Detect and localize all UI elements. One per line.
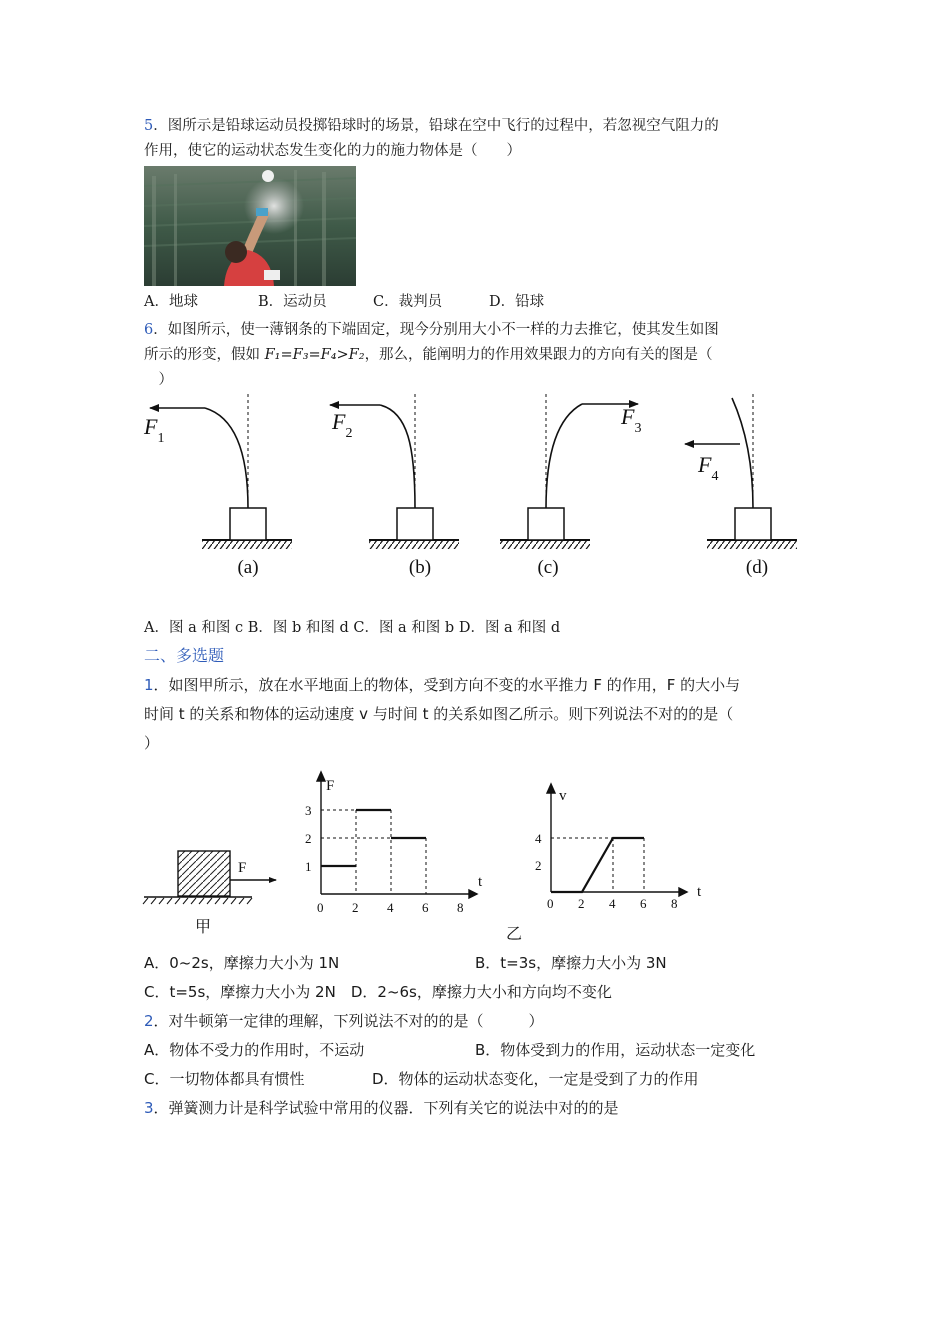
panel-b (330, 394, 459, 549)
q6-stem-line2 (144, 345, 713, 365)
m2-option-c[interactable]: C．一切物体都具有惯性 (144, 1070, 305, 1088)
force-label-a: $F_1$ (144, 414, 165, 446)
m2-text: ．对牛顿第一定律的理解，下列说法不对的的是（ ） (153, 1012, 544, 1030)
panel-c (500, 394, 638, 549)
ft-x-tick: 2 (352, 900, 359, 915)
q6-text-2a: 所示的形变，假如 (144, 347, 265, 363)
q6-option-a[interactable]: A．图 a 和图 c (144, 620, 244, 636)
ft-x-tick: 0 (317, 900, 324, 915)
block-figure-jia (140, 840, 290, 940)
m2-options-row2 (144, 1069, 699, 1089)
m2-option-a[interactable]: A．物体不受力的作用时，不运动 (144, 1041, 365, 1059)
q5-option-d[interactable]: D．铅球 (489, 294, 545, 310)
m3-text: ．弹簧测力计是科学试验中常用的仪器．下列有关它的说法中对的的是 (153, 1099, 619, 1117)
ft-y-tick: 2 (305, 831, 312, 846)
m1-option-d[interactable]: D．2~6s，摩擦力大小和方向均不变化 (350, 983, 612, 1001)
q6-options (144, 618, 560, 638)
m1-stem-line1 (144, 675, 740, 695)
q5-option-c[interactable]: C．裁判员 (373, 294, 443, 310)
q6-option-c[interactable]: C．图 a 和图 b (353, 620, 455, 636)
q5-text-1: ．图所示是铅球运动员投掷铅球时的场景，铅球在空中飞行的过程中，若忽视空气阻力的 (153, 118, 719, 134)
steel-strip-figure (140, 392, 820, 590)
force-label-b: $F_2$ (332, 409, 353, 441)
push-force-label: F (238, 860, 247, 876)
ft-x-tick: 8 (457, 900, 464, 915)
f-t-chart (295, 768, 495, 918)
panel-label-b: (b) (408, 557, 432, 578)
panel-label-c: (c) (537, 557, 559, 578)
m2-option-d[interactable]: D．物体的运动状态变化，一定是受到了力的作用 (372, 1070, 699, 1088)
q6-text-2b: ，那么，能阐明力的作用效果跟力的方向有关的图是（ (364, 347, 713, 363)
vt-y-tick: 4 (535, 831, 542, 846)
panel-label-a: (a) (237, 557, 259, 578)
v-axis-label: v (559, 788, 567, 804)
ft-t-axis-label: t (478, 874, 483, 890)
m1-option-b[interactable]: B．t=3s，摩擦力大小为 3N (475, 954, 667, 972)
q6-number: 6 (144, 322, 154, 338)
q5-option-b[interactable]: B．运动员 (258, 294, 327, 310)
m1-text-1: ．如图甲所示，放在水平地面上的物体，受到方向不变的水平推力 F 的作用，F 的大小与 (153, 676, 741, 694)
m1-stem-line3: ） (144, 734, 160, 752)
m1-number: 1 (144, 676, 154, 694)
m3-number: 3 (144, 1099, 154, 1117)
m2-stem (144, 1011, 544, 1031)
caption-jia: 甲 (195, 919, 212, 936)
m2-option-b[interactable]: B．物体受到力的作用，运动状态一定变化 (475, 1041, 756, 1059)
force-label-d: $F_4$ (698, 452, 719, 484)
vt-t-axis-label: t (697, 884, 702, 900)
m1-options-row1 (144, 953, 667, 973)
q6-option-d[interactable]: D．图 a 和图 d (458, 620, 561, 636)
m1-option-a[interactable]: A．0~2s，摩擦力大小为 1N (144, 954, 340, 972)
q5-stem-line1 (144, 116, 719, 136)
v-t-chart (525, 778, 720, 920)
m1-option-c[interactable]: C．t=5s，摩擦力大小为 2N (144, 983, 336, 1001)
ft-y-tick: 3 (305, 803, 312, 818)
q6-formula: F₁=F₃=F₄>F₂ (264, 347, 365, 363)
ft-x-tick: 6 (422, 900, 429, 915)
panel-label-d: (d) (745, 557, 769, 578)
vt-x-tick: 4 (609, 896, 616, 911)
m1-stem-line2: 时间 t 的关系和物体的运动速度 v 与时间 t 的关系如图乙所示。则下列说法不对的的是（ (144, 705, 734, 723)
q5-stem-line2: 作用，使它的运动状态发生变化的力的施力物体是（ ） (144, 143, 521, 159)
m2-options-row1 (144, 1040, 755, 1060)
section-title: 二、多选题 (144, 646, 225, 665)
caption-yi: 乙 (506, 924, 523, 943)
vt-x-tick: 0 (547, 896, 554, 911)
q5-option-a[interactable]: A．地球 (144, 294, 198, 310)
q6-stem-line3: ） (144, 372, 173, 388)
q6-stem-line1 (144, 320, 719, 340)
vt-x-tick: 8 (671, 896, 678, 911)
force-label-c: $F_3$ (621, 404, 642, 436)
ft-y-tick: 1 (305, 859, 312, 874)
ft-x-tick: 4 (387, 900, 394, 915)
vt-x-tick: 6 (640, 896, 647, 911)
q5-options (144, 292, 544, 312)
vt-series-line (551, 838, 644, 892)
panel-a (150, 394, 292, 549)
m2-number: 2 (144, 1012, 154, 1030)
q5-number: 5 (144, 118, 154, 134)
shot-put-photo (144, 166, 356, 286)
vt-y-tick: 2 (535, 858, 542, 873)
m1-options-row2 (144, 982, 612, 1002)
vt-x-tick: 2 (578, 896, 585, 911)
q6-option-b[interactable]: B．图 b 和图 d (247, 620, 349, 636)
q6-text-1: ．如图所示，使一薄钢条的下端固定，现今分别用大小不一样的力去推它，使其发生如图 (153, 322, 719, 338)
m3-stem (144, 1098, 619, 1118)
f-axis-label: F (326, 778, 335, 794)
